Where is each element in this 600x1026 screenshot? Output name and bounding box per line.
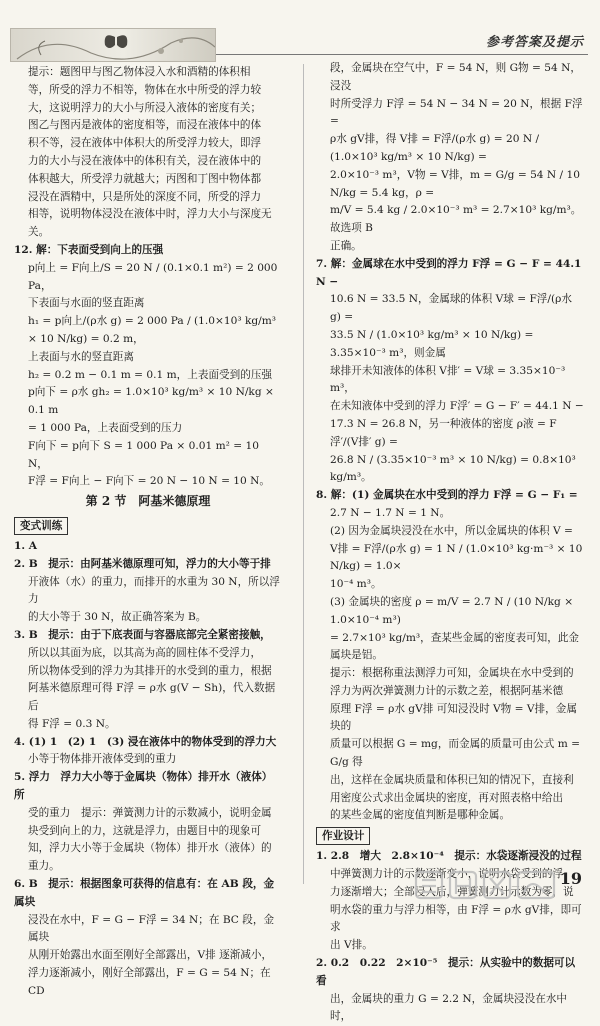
equation: (3) 金属块的密度 ρ = m/V = 2.7 N / (10 N/kg × 1.0×10⁻⁴ m³): [330, 595, 574, 626]
text-line: 上表面与水的竖直距离: [28, 350, 134, 363]
text-line: 10⁻⁴ m³。: [330, 578, 382, 591]
text-line: 浮力为两次弹簧测力计的示数之差，根据阿基米德: [330, 684, 564, 697]
text-line: 原理 F浮 = ρ水 gV排 可知浸没时 V物 = V排，金属块的: [330, 702, 577, 733]
header-banner: [10, 28, 216, 62]
text-line: 关。: [28, 226, 50, 239]
text-line: 提示：题图甲与图乙物体浸入水和酒精的体积相: [28, 66, 251, 78]
text-line: 浸没在水中，F = G − F浮 = 34 N；在 BC 段，金属块: [28, 913, 275, 944]
text-line: 图乙与图丙是液体的密度相等，而浸在液体中的体: [28, 119, 262, 132]
text-line: 属块是铝。: [330, 649, 383, 662]
text-line: 的某些金属的密度值判断是哪种金属。: [330, 809, 511, 822]
text-line: 正确。: [330, 239, 362, 252]
column-divider: [303, 64, 304, 884]
equation: ρ水 gV排，得 V排 = F浮/(ρ水 g) = 20 N / (1.0×10³ kg/m³ × 10 N/kg) =: [330, 133, 540, 163]
text-line: 出 V排。: [330, 939, 373, 952]
text-line: 的大小等于 30 N，故正确答案为 B。: [28, 611, 207, 624]
equation: F向下 = p向下 S = 1 000 Pa × 0.01 m² = 10 N，: [28, 439, 259, 470]
equation: 2.0×10⁻³ m³，V物 = V排，m = G/g = 54 N / 10 N/kg = 5.4 kg，ρ =: [330, 168, 580, 199]
text-line: 受的重力 提示：弹簧测力计的示数减小，说明金属: [28, 806, 272, 819]
text-line: 阿基米德原理可得 F浮 = ρ水 g(V − Sh)，代入数据后: [28, 682, 276, 713]
equation: 17.3 N = 26.8 N，另一种液体的密度 ρ液 = F浮′/(V排′ g) =: [330, 417, 557, 448]
text-line: 得 F浮 = 0.3 N。: [28, 717, 116, 730]
text-line: 出，金属块的重力 G = 2.2 N，金属块浸没在水中时，: [330, 992, 568, 1023]
problem-12: 12. 解：下表面受到向上的压强: [14, 243, 164, 256]
text-line: 2.7 N − 1.7 N = 1 N。: [330, 506, 451, 519]
text-line: 力逐渐增大；全部浸入后，弹簧测力计示数为零，说: [330, 885, 574, 898]
text-line: 在未知液体中受到的浮力 F浮′ = G − F′ = 44.1 N −: [330, 400, 584, 413]
answer-8: 8. 解：(1) 金属块在水中受到的浮力 F浮 = G − F₁ =: [316, 489, 578, 502]
text-line: 下表面与水面的竖直距离: [28, 297, 145, 310]
equation: = 1 000 Pa，上表面受到的压力: [28, 421, 183, 434]
equation: h₂ = 0.2 m − 0.1 m = 0.1 m，上表面受到的压强: [28, 368, 273, 381]
equation: h₁ = p向上/(ρ水 g) = 2 000 Pa / (1.0×10³ kg/m³ × 10 N/kg) = 0.2 m，: [28, 315, 277, 345]
text-line: 浮力逐渐减小，刚好全部露出，F = G = 54 N；在 CD: [28, 967, 271, 997]
equation: 10.6 N = 33.5 N，金属球的体积 V球 = F浮/(ρ水 g) =: [330, 293, 572, 324]
answer-3: 3. B 提示：由于下底表面与容器底部完全紧密接触，: [14, 628, 271, 641]
answer-4: 4. (1) 1 (2) 1 (3) 浸在液体中的物体受到的浮力大: [14, 735, 277, 748]
section-label-homework-design: 作业设计: [316, 827, 370, 845]
answer-1: 1. A: [14, 539, 37, 552]
text-line: (2) 因为金属块浸没在水中，所以金属块的体积 V =: [330, 524, 573, 537]
text-line: 球排开未知液体的体积 V排′ = V球 = 3.35×10⁻³ m³，: [330, 364, 566, 395]
section-title: 第 2 节 阿基米德原理: [85, 494, 211, 509]
equation: V排 = F浮/(ρ水 g) = 1 N / (1.0×10³ kg·m⁻³ × 10 N/kg) = 1.0×: [330, 542, 583, 573]
hint-line: 提示：根据称重法测浮力可知，金属块在水中受到的: [330, 667, 574, 680]
answer-6: 6. B 提示：根据图象可获得的信息有：在 AB 段，金属块: [14, 878, 275, 908]
text-line: 积不等，浸在液体中体积大的所受浮力较大，即浮: [28, 137, 262, 150]
text-line: 相等，说明物体浸没在液体中时，浮力大小与深度无: [28, 208, 272, 221]
equation: p向上 = F向上/S = 20 N / (0.1×0.1 m²) = 2 000 Pa，: [28, 261, 278, 292]
homework-answer-1: 1. 2.8 增大 2.8×10⁻⁴ 提示：水袋逐渐浸没的过程: [316, 850, 582, 863]
text-line: 知，浮力大小等于金属块（物体）排开水（液体）的重力。: [28, 842, 272, 873]
text-line: 所以以其面为底，以其高为高的圆柱体不受浮力，: [28, 646, 262, 659]
answer-2: 2. B 提示：由阿基米德原理可知，浮力的大小等于排: [14, 557, 271, 570]
answer-5: 5. 浮力 浮力大小等于金属块（物体）排开水（液体）所: [14, 771, 273, 802]
text-line: 浸没在酒精中，只是所处的深度不同，所受的浮力: [28, 190, 262, 203]
text-line: 小等于物体排开液体受到的重力: [28, 753, 177, 766]
header-rule: [216, 54, 588, 55]
text-line: 段，金属块在空气中，F = 54 N，则 G物 = 54 N，浸没: [330, 62, 581, 92]
text-line: 用密度公式求出金属块的密度，再对照表格中给出: [330, 791, 564, 804]
equation: 33.5 N / (1.0×10³ kg/m³ × 10 N/kg) = 3.35×10⁻³ m³，则金属: [330, 328, 534, 359]
text-line: 等，所受的浮力不相等，物体在水中所受的浮力较: [28, 83, 262, 96]
equation: p向下 = ρ水 gh₂ = 1.0×10³ kg/m³ × 10 N/kg × 0.1 m: [28, 386, 274, 417]
text-line: 从刚开始露出水面至刚好全部露出，V排 逐渐减小，: [28, 949, 273, 962]
text-line: 所以物体受到的浮力为其排开的水受到的重力，根据: [28, 664, 272, 677]
text-line: = 2.7×10³ kg/m³，查某些金属的密度表可知，此金: [330, 631, 580, 644]
homework-answer-2: 2. 0.2 0.22 2×10⁻⁵ 提示：从实验中的数据可以看: [316, 957, 576, 987]
text-line: 出，这样在金属块质量和体积已知的情况下，直接利: [330, 773, 574, 786]
page-header-title: 参考答案及提示: [485, 35, 584, 50]
text-line: 力的大小与浸在液体中的体积有关，浸在液体中的: [28, 154, 262, 167]
equation: F浮 = F向上 − F向下 = 20 N − 10 N = 10 N。: [28, 475, 271, 488]
text-line: 时所受浮力 F浮 = 54 N − 34 N = 20 N，根据 F浮 =: [330, 97, 583, 128]
text-line: 体积越大，所受浮力就越大；丙图和丁图中物体都: [28, 172, 262, 185]
text-line: 明水袋的重力与浮力相等，由 F浮 = ρ水 gV排，即可求: [330, 903, 582, 934]
text-line: 质量可以根据 G = mg，而金属的质量可由公式 m = G/g 得: [330, 738, 581, 769]
page-number: 19: [559, 869, 582, 889]
text-line: 开液体（水）的重力，而排开的水重为 30 N，所以浮力: [28, 575, 280, 606]
answer-7: 7. 解：金属球在水中受到的浮力 F浮 = G − F = 44.1 N −: [316, 257, 582, 288]
text-line: 中弹簧测力计的示数逐渐变小，说明水袋受到的浮: [330, 868, 564, 881]
left-column: [14, 64, 282, 1001]
equation: 26.8 N / (3.35×10⁻³ m³ × 10 N/kg) = 0.8×10³ kg/m³。: [330, 453, 576, 484]
equation: m/V = 5.4 kg / 2.0×10⁻³ m³ = 2.7×10³ kg/m³。故选项 B: [330, 204, 582, 235]
watermark-logo-icon: [410, 864, 560, 908]
section-label-variant-training: 变式训练: [14, 517, 68, 535]
text-line: 大，这说明浮力的大小与所浸入液体的密度有关；: [28, 101, 262, 114]
text-line: 块受到向上的力，这就是浮力，由题目中的现象可: [28, 824, 262, 837]
butterfly-decoration-icon: [11, 29, 216, 62]
